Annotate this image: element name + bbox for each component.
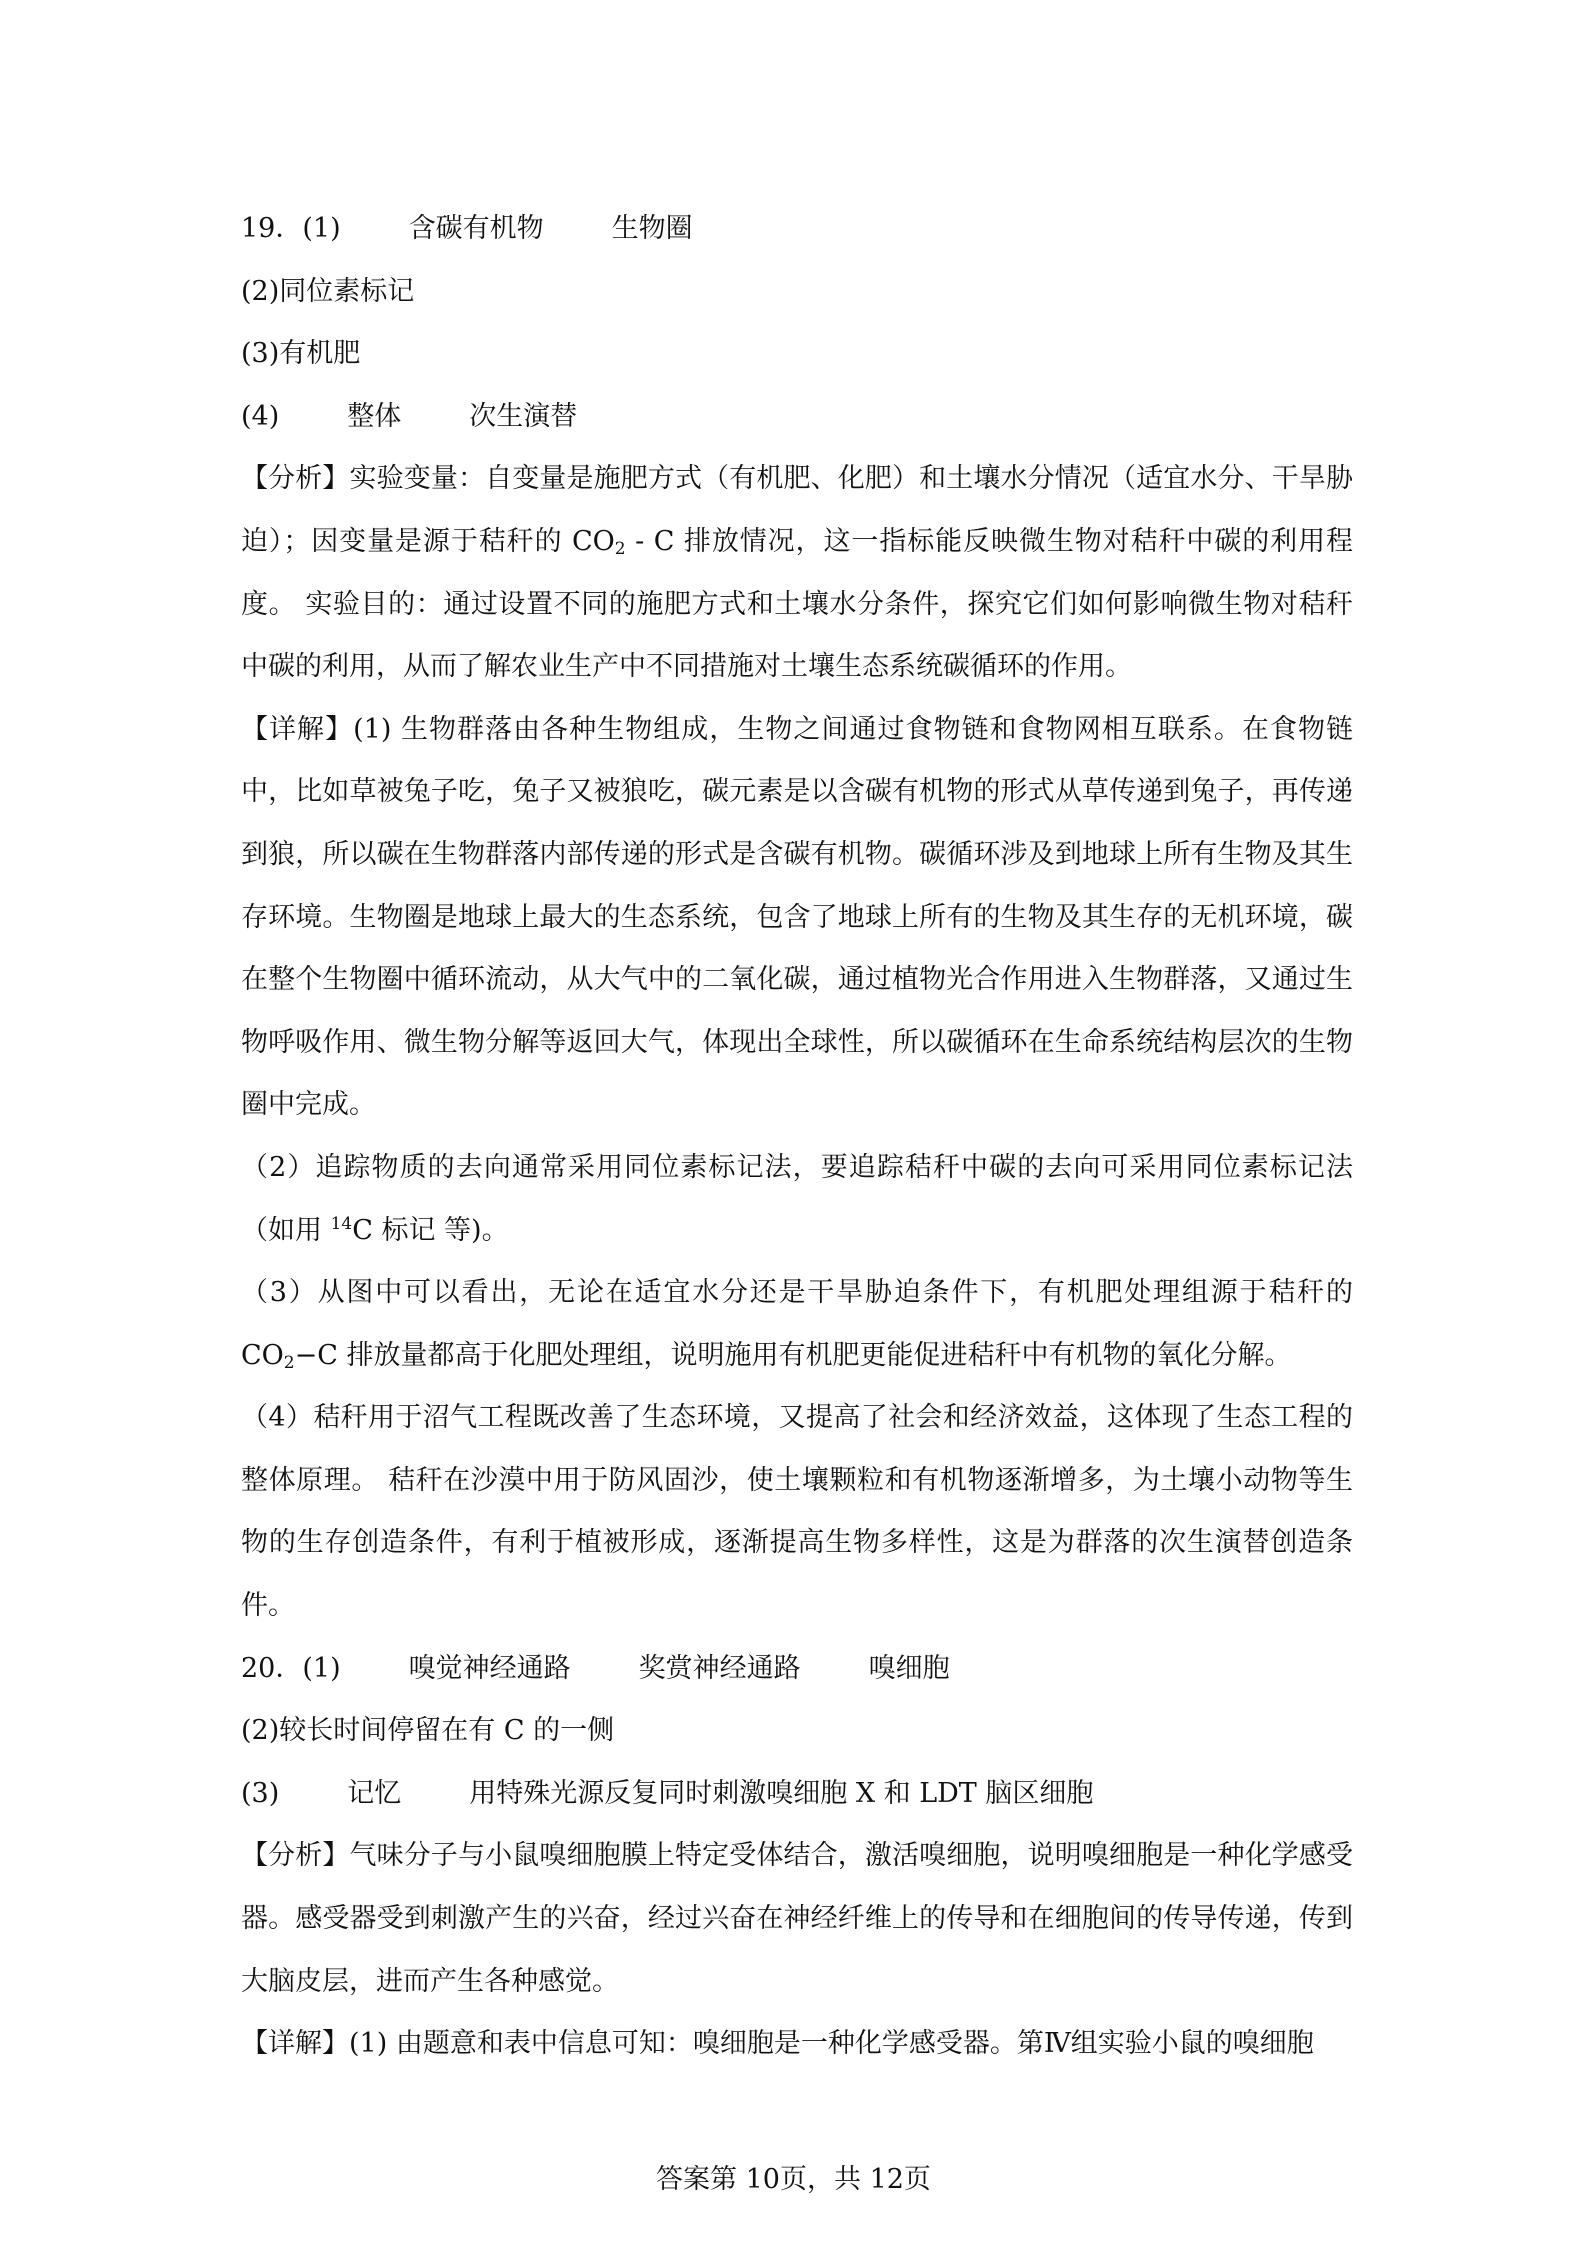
q20-answer-3 (241, 1763, 1353, 1826)
answer-text: 生物圈 (611, 213, 693, 244)
detail-text: (1) 生物群落由各种生物组成，生物之间通过食物链和食物网相互联系。在食物链中，比如草被兔子吃，兔子又被狼吃，碳元素是以含碳有机物的形式从草传递到兔子，再传递到狼，所以碳在生物群落内部传递的形式是含碳有机物。碳循环涉及到地球上所有生物及其生存环境。生物圈是地球上最大的生态系统，包含了地球上所有的生物及其生存的无机环境，碳在整个生物圈中循环流动，从大气中的二氧化碳，通过植物光合作用进入生物群落，又通过生物呼吸作用、微生物分解等返回大气，体现出全球性，所以碳循环在生命系统结构层次的生物圈中完成。 (241, 713, 1354, 1121)
analysis-tag: 【分析】 (241, 1840, 350, 1872)
answer-text: 嗅细胞 (868, 1652, 950, 1684)
q19-detail-1 (241, 699, 1353, 1137)
q19-answer-4 (241, 386, 1353, 449)
answer-text: 奖赏神经通路 (638, 1652, 801, 1684)
q20-answer-2: (2)较长时间停留在有 C 的一侧 (241, 1715, 615, 1747)
answer-text: 整体 (347, 400, 402, 432)
q19-answer-2: (2)同位素标记 (241, 275, 415, 307)
q19-answer-1 (241, 198, 1353, 261)
q20-detail-1 (241, 2013, 1353, 2076)
subscript: 2 (283, 1352, 295, 1373)
detail-tag: 【详解】 (241, 713, 354, 745)
detail-tag: 【详解】 (241, 2028, 349, 2060)
answer-text: 记忆 (347, 1777, 402, 1809)
question-number: 19．(1) (241, 213, 341, 244)
q20-answer-1 (241, 1638, 1353, 1701)
superscript: 14 (330, 1213, 353, 1234)
answer-text: 次生演替 (469, 400, 578, 432)
analysis-tag: 【分析】 (241, 463, 350, 495)
detail-text: C 标记 等)。 (352, 1214, 509, 1246)
q19-analysis (241, 448, 1353, 698)
sub-question-number: (3) (241, 1777, 280, 1809)
q19-detail-2 (241, 1137, 1353, 1262)
answer-text: 嗅觉神经通路 (408, 1652, 571, 1684)
sub-question-number: (4) (241, 400, 280, 432)
answer-text: 含碳有机物 (408, 213, 544, 244)
question-number: 20．(1) (241, 1652, 341, 1684)
answer-text: 用特殊光源反复同时刺激嗅细胞 X 和 LDT 脑区细胞 (469, 1777, 1094, 1809)
q19-detail-3 (241, 1262, 1353, 1387)
q20-analysis (241, 1825, 1353, 2013)
analysis-text: - C 排放情况，这一指标能反映微生物对秸秆中碳的利用程度。 实验目的：通过设置不同的施肥方式和土壤水分条件，探究它们如何影响微生物对秸秆中碳的利用，从而了解农业生产中不同措施对土壤生态系统碳循环的作用。 (241, 525, 1353, 683)
q19-detail-4: （4）秸秆用于沼气工程既改善了生态环境，又提高了社会和经济效益，这体现了生态工程的整体原理。 秸秆在沙漠中用于防风固沙，使土壤颗粒和有机物逐渐增多，为土壤小动物等生物的生存创造条件，有利于植被形成，逐渐提高生物多样性，这是为群落的次生演替创造条件。 (241, 1402, 1353, 1622)
subscript: 2 (614, 538, 626, 559)
analysis-text: 气味分子与小鼠嗅细胞膜上特定受体结合，激活嗅细胞，说明嗅细胞是一种化学感受器。感受器受到刺激产生的兴奋，经过兴奋在神经纤维上的传导和在细胞间的传导传递，传到大脑皮层，进而产生各种感觉。 (241, 1840, 1353, 1997)
q19-answer-3: (3)有机肥 (241, 338, 361, 370)
detail-text: (1) 由题意和表中信息可知：嗅细胞是一种化学感受器。第Ⅳ组实验小鼠的嗅细胞 (349, 2028, 1314, 2060)
page-footer: 答案第 10页，共 12页 (656, 2164, 931, 2195)
answer-content (241, 198, 1353, 2076)
detail-text: （2）追踪物质的去向通常采用同位素标记法，要追踪秸秆中碳的去向可采用同位素标记法（如用 (241, 1151, 1353, 1246)
detail-text: −C 排放量都高于化肥处理组，说明施用有机肥更能促进秸秆中有机物的氧化分解。 (294, 1339, 1292, 1371)
detail-text: （3）从图中可以看出，无论在适宜水分还是干旱胁迫条件下，有机肥处理组源于秸秆的CO (241, 1277, 1353, 1371)
analysis-text: 实验变量：自变量是施肥方式（有机肥、化肥）和土壤水分情况（适宜水分、干旱胁迫）；因变量是源于秸秆的 CO (241, 463, 1353, 557)
